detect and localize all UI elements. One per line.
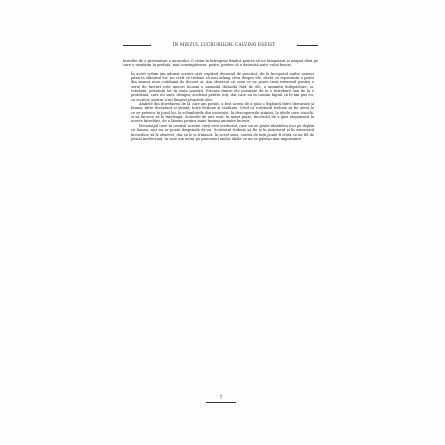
paragraph: Personajul care în centrul acestei cărți este scriitorul, care nu se poate identifica nici pe deplin cu lumea, nici nu se poate desprinde de ea. Scriitorul trebuie să fie și în interiorul și în exteriorul lucrurilor, să le observe, dar să le și trăiască. În acest sens, cartea de față poate fi citită ca un fel de jurnal intelectual, în care am notat pe parcursul anilor ideile ce mi se păreau mai importante.	[131, 123, 314, 141]
running-head-rule-left	[123, 45, 151, 46]
running-head-rule-right	[297, 45, 318, 46]
opening-line: înrudite de o prezentare a autorului. O citim în întregime	[123, 59, 230, 63]
footer-rule	[206, 402, 236, 403]
running-head-title: ÎN MIEZUL LUCRURILOR: CALVINO ESEIST	[172, 42, 276, 47]
body-text	[123, 59, 318, 385]
quoted-passage	[131, 72, 314, 142]
paragraph: În acest volum am adunat scrieri care cuprind deceniul de practică, de la începutul anilor șaizeci până la sfârșitul lor; nu cred că trebuie să mai adaug ceva despre ele, decât că reprezintă o parte din munca mea cotidiană de fiecare zi. Am observat că ceea ce ne poate trezi interesul pentru o serie de lucruri este uneori tocmai o anumită distanță față de ele, o anumită îndepărtare, și, totodată, prezența lor în viața noastră. Fiecare dintre ele pornește de la o întrebare sau de la o problemă, care nu sunt, desigur, aceleași pentru toți, dar care au în comun faptul că le-am pus eu, ca scriitor, pentru a-mi limpezi propriile idei.	[131, 71, 314, 102]
paragraph: Ambele din întrebarea de la care am pornit, a fost aceea de a găsi o legătură între literatură și lumea, între literatură și știință, între ficțiune și realitate. Cred că scriitorul trebuie să fie atent la ce se petrece în jurul lui, la schimbările din societate, la descoperirile științei, la ideile care circulă, și să încerce să le înțeleagă. Scrierile de aici sunt, în mare parte, încercări de a găsi răspunsuri la aceste întrebări, de a lămuri pentru mine însumi anumite lucruri.	[131, 102, 314, 124]
opening-line: rului însuși:	[270, 63, 292, 68]
opening-line: fiindcă pentru că ne luminează și asupra ideii pe care o urmărim în	[123, 59, 318, 68]
opening-line: prefață, mai convingătoare, poate, pentru că e datorată auto-	[157, 63, 271, 68]
opening-paragraph	[123, 59, 318, 68]
page-number: 7	[219, 395, 223, 401]
running-head	[123, 40, 318, 50]
